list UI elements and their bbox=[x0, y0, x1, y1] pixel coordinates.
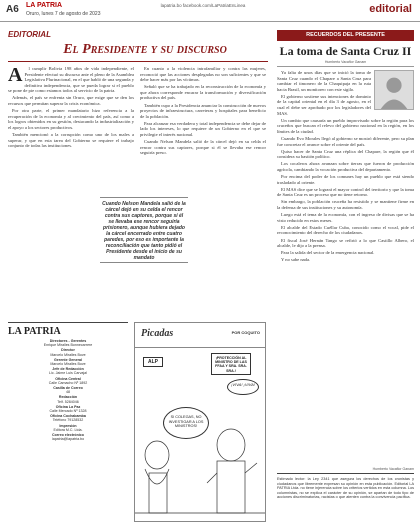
staff-entry: Oficina La Paz Calle Mercado Nº 1328 bbox=[49, 404, 87, 414]
paragraph: Para la salida del sector de la emergencia nacional. bbox=[281, 250, 375, 256]
paragraph: Además, el país se enfrenta sin Oruro, que exige que se den los recursos que permitan superar la crisis económica. bbox=[8, 95, 134, 107]
column-signature: Humberto Vacaflor Ganam bbox=[372, 467, 414, 471]
paragraph: En cuanto a la violencia intrafamiliar y contra las mujeres, reconoció que las acciones desplegadas no son suficientes y que se debe hacer más por las víctimas. bbox=[140, 66, 266, 83]
website-links: lapatria.bo facebook.com/LaPatriaEnLinea bbox=[160, 3, 246, 8]
editorial-column-2 bbox=[140, 66, 266, 313]
staff-entry: Jefe de Redacción Lic. Jaime Luis Carvajal bbox=[49, 367, 87, 376]
speech-bubble-top: ¡VIVA! ¡VIVA! bbox=[227, 379, 259, 395]
paragraph: Un cambio que causaría un pueblo improvisado sobre la región para los cruceños que buscan el relevo del gobierno nacional en la región, en los límites de la ciudad. bbox=[277, 117, 414, 134]
paragraph: l cumplir Bolivia 198 años de vida independiente, el Presidente efectuó su discurso ante el pleno de la Asamblea Legislativa Plurinacional, en el que habló de una segunda y definitiva independencia, que se pueda lograr si el pueblo se pone de pie como estamos todos al servicio de la patria. bbox=[8, 66, 134, 94]
staff-entry: Oficina Cochabamba Teléfono 79128532 bbox=[50, 414, 86, 423]
protest-sign: ¡PROTECCIÓN AL MINISTRO DE LAS FFAA Y SRA. SRA. SRA.! bbox=[211, 353, 251, 375]
paragraph: También cupo a la Presidencia anunciar la construcción de nuevos proyectos de infraestructura, carreteras y hospitales para beneficio de la población. bbox=[140, 102, 266, 119]
paragraph: Por encima del poder de los comunes hay un pueblo que está siendo trasladado al oriente. bbox=[277, 174, 414, 185]
alp-sign: ALP bbox=[143, 357, 163, 367]
section-label: editorial bbox=[369, 3, 412, 15]
paragraph: El fiscal José Hernán Tango se refirió a lo que Castillo Albero, el alcalde, le dijo a la prensa. bbox=[277, 237, 414, 249]
cartoon-panel bbox=[134, 322, 266, 522]
column-header: RECUERDOS DEL PRESENTE bbox=[277, 30, 414, 41]
editorial-title: El Presidente y su discurso bbox=[63, 42, 227, 57]
pull-quote-text: Cuando Nelson Mandela salió de la cárcel dejó en su celda el rencor contra sus captores, porque si él se llevaba ese rencor seguiría prisionero, aunque hubiera dejado la cárcel encerrado entre cuatro paredes, por eso es importante la reconciliación que tanto pidió el Presidente desde el inicio de su mandato bbox=[102, 201, 186, 261]
paragraph: Por otra parte, el primer mandatario hizo referencia a la recuperación de la economía y al crecimiento del país, así como a los logros obtenidos en su gestión, destacando la industrialización y el apoyo a los sectores productivos. bbox=[8, 108, 134, 130]
staff-entry: Oficina Central Calle Camacho Nº 1892 bbox=[48, 376, 88, 385]
staff-entry: Directores - Gerentes Enrique Miralles Bonnecarrere bbox=[43, 339, 93, 348]
paragraph: Ya falta de unos días que se inició la toma de Santa Cruz cuando el Chapare a Santa Cruz para cambiar el timonero de la Chaquipaja en la ruta hacia Brasil, un monitoreo con este sigilo. bbox=[277, 70, 371, 92]
paragraph: Y no sabe nada. bbox=[281, 257, 311, 263]
staff-entry: Impresión Editora M.C. Ltda. bbox=[53, 423, 83, 432]
column-body bbox=[277, 70, 414, 467]
paragraph: Para alcanzar esa verdadera y total independencia se debe dejar de lado los intereses, lo que requiere de un Gobierno en el que se privilegie el interés nacional. bbox=[140, 120, 266, 138]
staff-entry: Director Marcelo Miralles Bove bbox=[50, 348, 86, 357]
paragraph: Señaló que se ha trabajado en la reconstrucción de la economía y que ahora corresponde encarar la transformación y diversificación productiva del país. bbox=[140, 84, 266, 101]
paragraph: Luego está el tema de la economía, con el ingreso de divisas que se ha visto reducido en estos meses. bbox=[277, 212, 414, 223]
cartoon-logo: Picadas bbox=[141, 328, 174, 339]
paragraph: El alcalde del Estado Cuéllar Cuba, conocido como el vocal, pide el reconocimiento del derecho de los ciudadanos. bbox=[277, 224, 414, 236]
disclaimer: Estimado lector: la Ley 2341 que asegura los derechos de los cronistas y ciudadanos que libremente expresan su opinión en esta publicación. Editorial LA PATRIA Ltda. no tiene injerencia sobre los criterios vertidos en esta columna. Los columnistas, no se explica el carácter de su opinión, se apartan de todo tipo de acciones discriminatorias, racistas o que atenten contra la convivencia pacífica. bbox=[277, 473, 414, 500]
colophon-title: LA PATRIA bbox=[8, 326, 61, 337]
editorial-column-1 bbox=[8, 66, 134, 313]
column-author: Humberto Vacaflor Ganam bbox=[277, 60, 414, 67]
pull-quote bbox=[100, 197, 188, 263]
staff-entry: Redacción Telf. 5284046 bbox=[57, 395, 79, 404]
cartoon-byline: POR COQUITO bbox=[231, 330, 260, 335]
staff-entry: Casilla de Correo 48 bbox=[53, 385, 83, 395]
author-photo bbox=[374, 70, 414, 110]
colophon bbox=[8, 322, 128, 522]
paragraph: Los cocaleros ahora avanzan sobre tierras que fueron de producción agrícola, cambiando la vocación productiva del departamento. bbox=[277, 161, 414, 172]
publication-date: Oruro, lunes 7 de agosto de 2023 bbox=[26, 11, 101, 17]
page-number: A6 bbox=[6, 4, 19, 15]
column-title: La toma de Santa Cruz II bbox=[279, 44, 412, 58]
paragraph: Cuando Nelson Mandela salió de la cárcel dejó en su celda el rencor contra sus captores, porque si él se llevaba ese rencor seguiría preso. bbox=[140, 139, 266, 156]
editorial-rule bbox=[8, 61, 268, 62]
paragraph: Cuando Evo Morales llegó al gobierno se mostró diferente, pero su plan fue concretar el avance sobre el oriente del país. bbox=[277, 136, 414, 147]
paragraph: También mencionó a la corrupción como uno de los males a superar, y que en esta tarea del Gobierno se requiere el trabajo conjunto de todas las instituciones. bbox=[8, 132, 134, 149]
paragraph: Quiso hacer de Santa Cruz una réplica del Chapare, la región que él considera su bastión político. bbox=[277, 148, 414, 160]
paragraph: El MAS dice que se logrará el mayor control del territorio y que la toma de Santa Cruz es un proceso que no tiene retorno. bbox=[277, 186, 414, 198]
editorial-tag: EDITORIAL bbox=[8, 30, 51, 39]
staff-list bbox=[8, 339, 128, 442]
paragraph: Sin embargo, la población cruceña ha resistido y se mantiene firme en la defensa de sus instituciones y su autonomía. bbox=[277, 199, 414, 211]
newspaper-logo: LA PATRIA bbox=[26, 2, 63, 9]
speech-bubble-main: SI COLEGAS, NO INVESTIGAR A LOS MINISTROS! bbox=[163, 407, 209, 439]
dropcap: A bbox=[8, 66, 23, 86]
page-header bbox=[0, 0, 420, 22]
paragraph: El gobierno sostiene sus intenciones de dominio de la capital oriental en el día 3 de agosto, en el cual el debe ser aprobado por los legisladores del MAS. bbox=[277, 93, 371, 116]
staff-entry: Gerente General Marcelo Miralles Bove bbox=[50, 357, 86, 367]
staff-entry: Correo electrónico lapatria@lapatria.bo bbox=[51, 432, 85, 442]
